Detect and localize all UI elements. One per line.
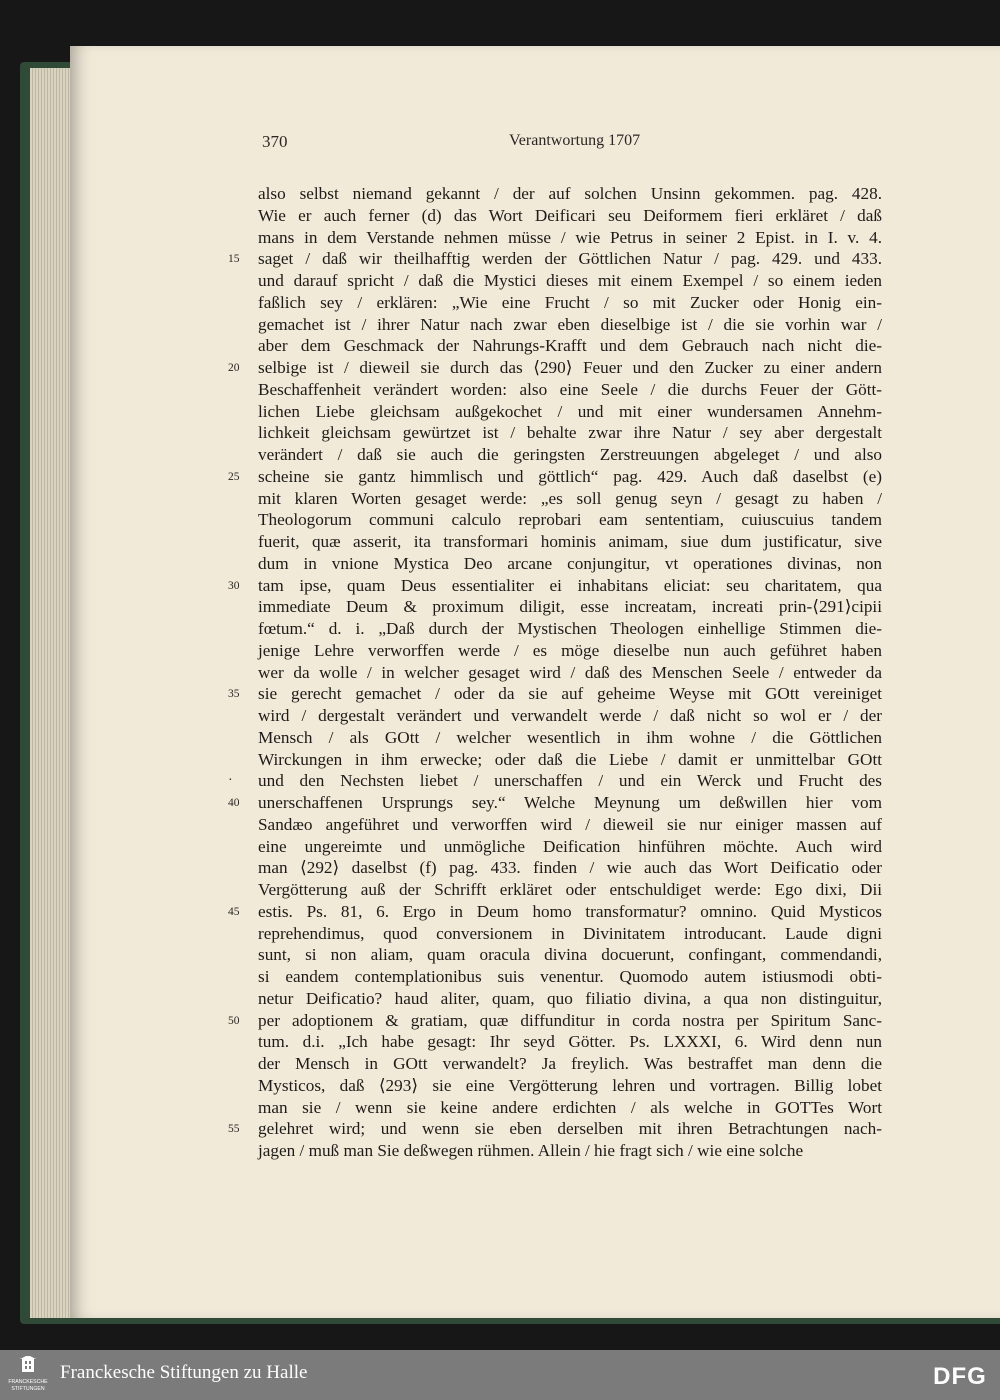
text-line: Mysticos, daß ⟨293⟩ sie eine Vergötterung lehren und vortragen. Billig lobet [258,1075,882,1095]
text-line: verändert / daß sie auch die geringsten Zerstreuungen abgeleget / und also [258,445,882,464]
text-line: si eandem contemplationibus suis venentur. Quomodo autem istiusmodi obti- [258,967,882,986]
logo-text-2: STIFTUNGEN [11,1386,45,1392]
text-line: netur Deificatio? haud aliter, quam, quo filiatio divina, a qua non distinguitur, [258,988,882,1008]
text-line: immediate Deum & proximum diligit, esse increatam, increati prin-⟨291⟩cipii [258,597,882,617]
line-number: · [228,773,233,789]
text-line: jagen / muß man Sie deßwegen rühmen. Allein / hie fragt sich / wie eine solche [258,1141,804,1160]
text-line: gelehret wird; und wenn sie eben derselben mit ihren Betrachtungen nach- [258,1119,882,1139]
text-line: faßlich sey / erklären: „Wie eine Frucht / so mit Zucker oder Honig ein- [258,292,882,312]
page-edges [30,68,72,1318]
text-line: aber dem Geschmack der Nahrungs-Krafft und dem Gebrauch nach nicht die- [258,336,882,356]
text-line: unerschaffenen Ursprungs sey.“ Welche Meynung um deßwillen hier vom [258,793,882,812]
dfg-text: DFG [933,1363,987,1390]
text-line: also selbst niemand gekannt / der auf solchen Unsinn gekommen. pag. 428. [258,184,882,203]
text-line: Beschaffenheit verändert worden: also eine Seele / die durchs Feuer der Gött- [258,379,882,399]
text-line: man ⟨292⟩ daselbst (f) pag. 433. finden / wie auch das Wort Deificatio oder [258,858,882,878]
text-line: lichen Liebe gleichsam außgekochet / und mit einer wundersamen Annehm- [258,401,882,421]
text-line: lichkeit gleichsam gewürtzet ist / behalte zwar ihre Natur / sey aber dergestalt [258,423,882,443]
text-line: und den Nechsten liebet / unerschaffen / und ein Werck und Frucht des [258,771,882,791]
logo-text-1: FRANCKESCHE [8,1379,48,1385]
text-line: Wirckungen in ihm erwecke; oder daß die Liebe / damit er unmittelbar GOtt [258,749,882,769]
text-line: Sandæo angeführet und verworffen wird / dieweil sie nur einiger massen auf [258,814,882,834]
book-page [70,46,1000,1318]
dfg-logo-icon [930,1360,990,1390]
line-number: 55 [228,1123,240,1136]
text-line: Mensch / als GOtt / welcher wesentlich in ihm wohne / die Göttlichen [258,727,882,747]
text-line: tam ipse, quam Deus essentialiter ei inhabitans eliciat: seu charitatem, qua [258,575,882,595]
text-line: gemachet ist / ihrer Natur nach zwar eben dieselbige ist / die sie vorhin war / [258,314,882,334]
text-line: reprehendimus, quod conversionem in Divinitatem introducant. Laude digni [258,923,882,943]
line-number: 25 [228,470,240,483]
text-line: sie gerecht gemachet / oder da sie auf geheime Weyse mit GOtt vereiniget [258,684,882,704]
running-head: Verantwortung 1707 [509,132,641,149]
text-line: wer da wolle / in welcher gesaget wird / daß des Menschen Seele / entweder da [258,662,882,682]
page-number: 370 [262,132,288,151]
text-line: sunt, si non aliam, quam oracula divina docuerunt, confingant, commendandi, [258,945,882,965]
institution-name: Franckesche Stiftungen zu Halle [60,1362,308,1383]
line-number: 30 [228,579,240,592]
text-line: scheine sie gantz himmlisch und göttlich“ pag. 429. Auch daß daselbst (e) [258,466,882,486]
text-line: selbige ist / dieweil sie durch das ⟨290⟩ Feuer und den Zucker zu einer andern [258,358,882,377]
text-line: dum in vnione Mystica Deo arcane conjungitur, vt operationes divinas, non [258,553,882,573]
text-line: mit klaren Worten gesaget werde: „es soll genug seyn / gesagt zu haben / [258,488,882,508]
text-line: Vergötterung auß der Schrifft erkläret oder entschuldiget werde: Ego dixi, Dii [258,880,882,899]
text-line: Wie er auch ferner (d) das Wort Deificari seu Deiformem fieri erkläret / daß [258,205,882,225]
franckesche-logo-icon [6,1356,50,1396]
text-line: der Mensch in GOtt verwandelt? Ja freylich. Was bestraffet man denn die [258,1054,882,1073]
text-line: eine ungereimte und unmögliche Deification hinführen möchte. Auch wird [258,836,882,856]
footer-bar [0,1350,1000,1400]
line-number: 35 [228,688,240,701]
text-line: per adoptionem & gratiam, quæ diffunditur in corda nostra per Spiritum Sanc- [258,1010,882,1030]
line-number: 15 [228,253,240,266]
line-number: 50 [228,1014,240,1027]
text-line: und darauf spricht / daß die Mystici dieses mit einem Exempel / so einem ieden [258,271,882,290]
text-line: Theologorum communi calculo reprobari eam sententiam, cuiuscuius tandem [258,510,882,530]
text-line: estis. Ps. 81, 6. Ergo in Deum homo transformatur? omnino. Quid Mysticos [258,901,882,921]
text-line: fœtum.“ d. i. „Daß durch der Mystischen Theologen einhellige Stimmen die- [258,619,882,638]
text-line: jenige Lehre verworffen werde / es möge dieselbe nun auch geführet haben [258,640,882,660]
text-line: man sie / wenn sie keine andere erdichten / als welche in GOTTes Wort [258,1097,882,1117]
line-number: 45 [228,905,240,918]
line-number: 20 [228,362,240,374]
text-line: wird / dergestalt verändert und verwandelt werde / daß nicht so wol er / der [258,706,882,725]
text-line: tum. d.i. „Ich habe gesagt: Ihr seyd Götter. Ps. LXXXI, 6. Wird denn nun [258,1032,882,1052]
text-line: saget / daß wir theilhafftig werden der Göttlichen Natur / pag. 429. und 433. [258,249,882,269]
text-line: mans in dem Verstande nehmen müsse / wie Petrus in seiner 2 Epist. in I. v. 4. [258,227,882,247]
line-number: 40 [228,797,240,809]
text-line: fuerit, quæ asserit, ita transformari hominis animam, siue dum justificatur, sive [258,532,882,551]
